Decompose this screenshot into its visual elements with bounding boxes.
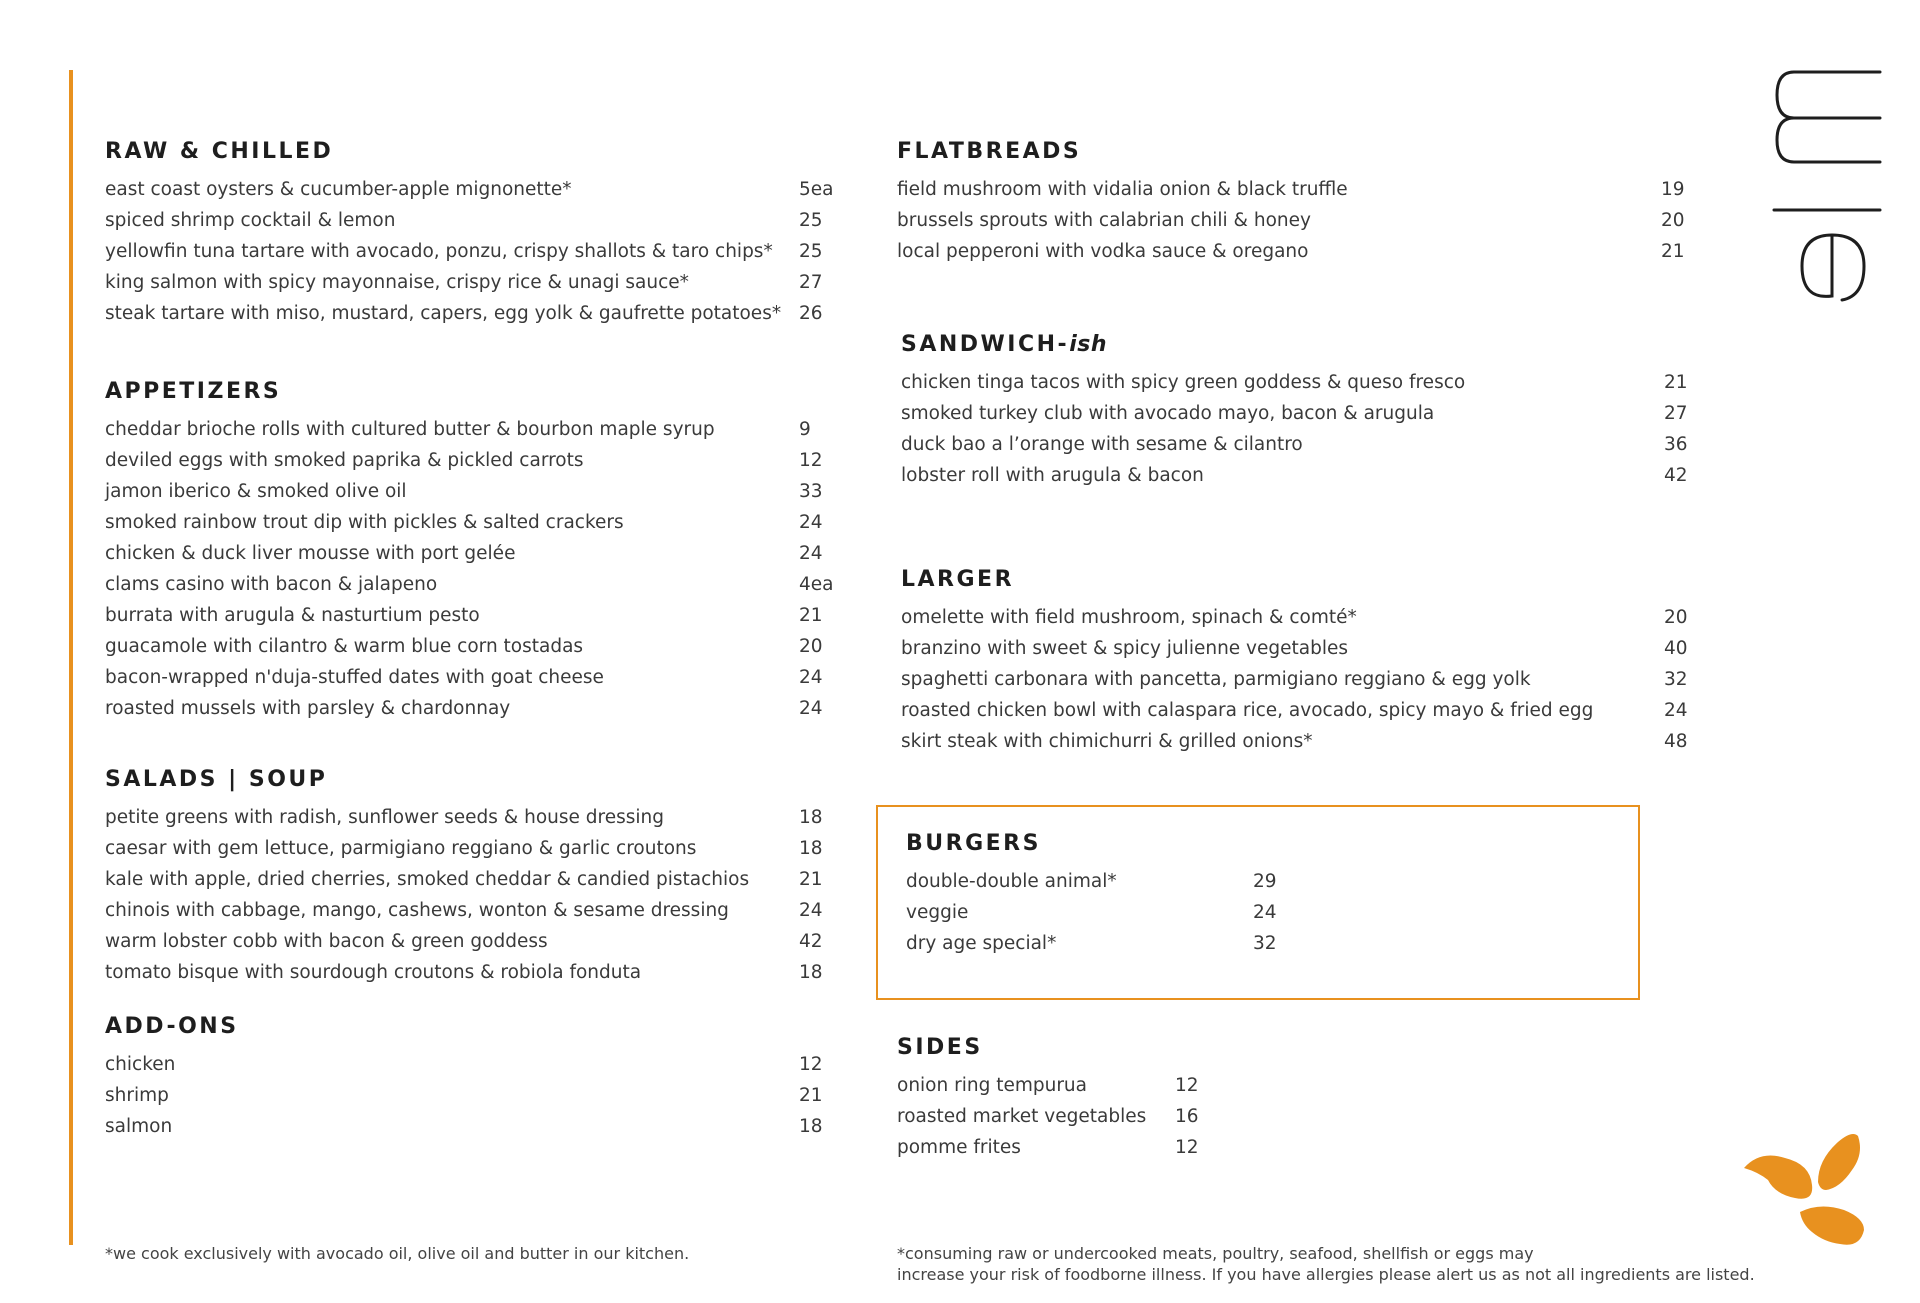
menu-item — [901, 633, 1688, 664]
menu-item-price: 21 — [1664, 372, 1688, 393]
menu-item-price: 18 — [799, 962, 823, 983]
menu-item — [897, 1101, 1199, 1132]
menu-item-name: bacon-wrapped n'duja-stuffed dates with goat cheese — [105, 667, 604, 688]
menu-item-name: roasted mussels with parsley & chardonnay — [105, 698, 511, 719]
menu-item — [897, 174, 1685, 205]
section-add-ons — [105, 1013, 823, 1142]
menu-item-price: 21 — [799, 1085, 823, 1106]
menu-item-price: 48 — [1664, 731, 1688, 752]
menu-item-price: 20 — [1664, 607, 1688, 628]
menu-item — [105, 1111, 823, 1142]
menu-item-price: 40 — [1664, 638, 1688, 659]
menu-item — [105, 802, 823, 833]
menu-item-name: jamon iberico & smoked olive oil — [105, 481, 407, 502]
item-list — [105, 1049, 823, 1142]
menu-item-price: 21 — [799, 869, 823, 890]
section-title-main: SANDWICH- — [901, 332, 1070, 357]
menu-item-name: chicken tinga tacos with spicy green goddess & queso fresco — [901, 372, 1466, 393]
menu-item-price: 16 — [1175, 1106, 1199, 1127]
menu-item — [105, 864, 823, 895]
menu-item-price: 32 — [1253, 933, 1277, 954]
menu-item — [105, 662, 834, 693]
menu-item — [901, 695, 1688, 726]
section-burgers — [906, 830, 1277, 959]
menu-item-name: omelette with field mushroom, spinach & comté* — [901, 607, 1357, 628]
menu-item — [105, 205, 834, 236]
menu-item-name: king salmon with spicy mayonnaise, crispy rice & unagi sauce* — [105, 272, 689, 293]
menu-item — [105, 693, 834, 724]
menu-item-name: smoked rainbow trout dip with pickles & salted crackers — [105, 512, 624, 533]
menu-item — [105, 1049, 823, 1080]
menu-item — [901, 460, 1688, 491]
footnote-oils: *we cook exclusively with avocado oil, olive oil and butter in our kitchen. — [105, 1244, 690, 1263]
menu-item — [105, 236, 834, 267]
menu-item-price: 9 — [799, 419, 811, 440]
menu-item — [105, 957, 823, 988]
menu-item-name: lobster roll with arugula & bacon — [901, 465, 1204, 486]
menu-item-price: 19 — [1661, 179, 1685, 200]
section-larger — [901, 566, 1688, 757]
menu-item-name: chicken — [105, 1054, 176, 1075]
menu-item-name: cheddar brioche rolls with cultured butter & bourbon maple syrup — [105, 419, 715, 440]
menu-item — [897, 205, 1685, 236]
menu-item-name: branzino with sweet & spicy julienne vegetables — [901, 638, 1348, 659]
menu-item-name: local pepperoni with vodka sauce & oregano — [897, 241, 1309, 262]
menu-item-name: chicken & duck liver mousse with port gelée — [105, 543, 516, 564]
menu-item — [105, 538, 834, 569]
menu-item-price: 27 — [1664, 403, 1688, 424]
menu-item-price: 20 — [799, 636, 823, 657]
section-appetizers — [105, 378, 834, 724]
menu-item-price: 12 — [1175, 1075, 1199, 1096]
menu-item — [901, 602, 1688, 633]
section-sandwich-ish — [901, 331, 1688, 491]
menu-item-name: clams casino with bacon & jalapeno — [105, 574, 438, 595]
section-title-suffix: ish — [1069, 332, 1107, 357]
menu-item-name: steak tartare with miso, mustard, capers, egg yolk & gaufrette potatoes* — [105, 303, 782, 324]
menu-item-price: 27 — [799, 272, 823, 293]
menu-item — [105, 174, 834, 205]
menu-item — [906, 866, 1277, 897]
menu-item-price: 21 — [799, 605, 823, 626]
menu-item-price: 29 — [1253, 871, 1277, 892]
menu-item-name: double-double animal* — [906, 871, 1117, 892]
menu-item-price: 21 — [1661, 241, 1685, 262]
menu-item — [105, 298, 834, 329]
section-title: SIDES — [897, 1035, 983, 1060]
section-flatbreads — [897, 138, 1685, 267]
menu-item-name: field mushroom with vidalia onion & black truffle — [897, 179, 1348, 200]
menu-item-price: 32 — [1664, 669, 1688, 690]
menu-item — [901, 429, 1688, 460]
section-sides — [897, 1034, 1199, 1163]
item-list — [897, 174, 1685, 267]
menu-item-price: 33 — [799, 481, 823, 502]
menu-item — [105, 414, 834, 445]
section-title: SALADS | SOUP — [105, 767, 328, 792]
menu-item-price: 5ea — [799, 179, 834, 200]
menu-item-price: 18 — [799, 807, 823, 828]
menu-item — [901, 664, 1688, 695]
menu-item-price: 24 — [799, 900, 823, 921]
menu-item-name: deviled eggs with smoked paprika & pickled carrots — [105, 450, 584, 471]
item-list — [105, 802, 823, 988]
menu-item-price: 24 — [799, 667, 823, 688]
menu-item-name: caesar with gem lettuce, parmigiano reggiano & garlic croutons — [105, 838, 697, 859]
menu-item-name: shrimp — [105, 1085, 169, 1106]
section-title: APPETIZERS — [105, 379, 282, 404]
section-title: ADD-ONS — [105, 1014, 239, 1039]
menu-item-price: 12 — [1175, 1137, 1199, 1158]
section-title: FLATBREADS — [897, 139, 1082, 164]
menu-item-price: 25 — [799, 241, 823, 262]
menu-item-name: pomme frites — [897, 1137, 1021, 1158]
menu-item-price: 26 — [799, 303, 823, 324]
menu-item-name: salmon — [105, 1116, 173, 1137]
section-raw-chilled — [105, 138, 834, 329]
menu-item — [105, 631, 834, 662]
menu-item-name: duck bao a l’orange with sesame & cilantro — [901, 434, 1303, 455]
menu-item-name: chinois with cabbage, mango, cashews, wonton & sesame dressing — [105, 900, 729, 921]
footnote-allergy — [897, 1243, 1857, 1285]
item-list — [906, 866, 1277, 959]
menu-item-price: 20 — [1661, 210, 1685, 231]
menu-item-price: 4ea — [799, 574, 834, 595]
section-title — [901, 331, 1688, 359]
menu-item — [897, 236, 1685, 267]
section-title: BURGERS — [906, 831, 1041, 856]
menu-item-name: burrata with arugula & nasturtium pesto — [105, 605, 480, 626]
menu-item — [897, 1132, 1199, 1163]
leaves-decoration — [1740, 1130, 1880, 1255]
menu-item — [897, 1070, 1199, 1101]
menu-item-price: 18 — [799, 1116, 823, 1137]
menu-item — [105, 476, 834, 507]
menu-item — [105, 600, 834, 631]
menu-item-name: dry age special* — [906, 933, 1057, 954]
menu-item-name: kale with apple, dried cherries, smoked cheddar & candied pistachios — [105, 869, 750, 890]
menu-item-name: east coast oysters & cucumber-apple mignonette* — [105, 179, 572, 200]
menu-item-price: 24 — [1664, 700, 1688, 721]
menu-item-price: 24 — [1253, 902, 1277, 923]
menu-item-name: warm lobster cobb with bacon & green goddess — [105, 931, 548, 952]
menu-item — [906, 928, 1277, 959]
menu-item-price: 42 — [1664, 465, 1688, 486]
accent-rule — [69, 70, 73, 1245]
menu-item — [901, 367, 1688, 398]
menu-item-price: 42 — [799, 931, 823, 952]
menu-item — [105, 445, 834, 476]
menu-item-price: 25 — [799, 210, 823, 231]
menu-item-name: spaghetti carbonara with pancetta, parmigiano reggiano & egg yolk — [901, 669, 1531, 690]
menu-item-name: roasted market vegetables — [897, 1106, 1147, 1127]
item-list — [901, 367, 1688, 491]
menu-item-name: petite greens with radish, sunflower seeds & house dressing — [105, 807, 664, 828]
elm-logo — [1772, 60, 1892, 310]
menu-item-name: veggie — [906, 902, 969, 923]
menu-item-name: tomato bisque with sourdough croutons & robiola fonduta — [105, 962, 642, 983]
menu-item — [906, 897, 1277, 928]
item-list — [897, 1070, 1199, 1163]
menu-item — [901, 398, 1688, 429]
menu-item-name: skirt steak with chimichurri & grilled onions* — [901, 731, 1313, 752]
menu-item-name: yellowfin tuna tartare with avocado, ponzu, crispy shallots & taro chips* — [105, 241, 773, 262]
menu-item — [105, 1080, 823, 1111]
menu-item-name: guacamole with cilantro & warm blue corn tostadas — [105, 636, 584, 657]
menu-item — [105, 895, 823, 926]
menu-item — [105, 926, 823, 957]
menu-item-price: 24 — [799, 698, 823, 719]
elm-logo-text: elm — [1772, 60, 1774, 61]
menu-item — [105, 833, 823, 864]
menu-item-price: 12 — [799, 1054, 823, 1075]
menu-item-name: smoked turkey club with avocado mayo, bacon & arugula — [901, 403, 1435, 424]
menu-item-name: brussels sprouts with calabrian chili & honey — [897, 210, 1311, 231]
menu-item-price: 24 — [799, 512, 823, 533]
section-title: RAW & CHILLED — [105, 139, 334, 164]
item-list — [105, 414, 834, 724]
menu-item-price: 36 — [1664, 434, 1688, 455]
section-title: LARGER — [901, 567, 1015, 592]
menu-item — [105, 267, 834, 298]
menu-item-name: roasted chicken bowl with calaspara rice, avocado, spicy mayo & fried egg — [901, 700, 1594, 721]
menu-item-name: onion ring tempurua — [897, 1075, 1087, 1096]
footnote-allergy-line2: increase your risk of foodborne illness. If you have allergies please alert us as not all ingredients are listed. — [897, 1265, 1755, 1284]
menu-item-price: 18 — [799, 838, 823, 859]
menu-item-price: 12 — [799, 450, 823, 471]
item-list — [901, 602, 1688, 757]
menu-item — [105, 569, 834, 600]
footnote-allergy-line1: *consuming raw or undercooked meats, poultry, seafood, shellfish or eggs may — [897, 1244, 1534, 1263]
menu-item-price: 24 — [799, 543, 823, 564]
section-salads-soup — [105, 766, 823, 988]
item-list — [105, 174, 834, 329]
menu-item-name: spiced shrimp cocktail & lemon — [105, 210, 396, 231]
menu-item — [901, 726, 1688, 757]
menu-item — [105, 507, 834, 538]
